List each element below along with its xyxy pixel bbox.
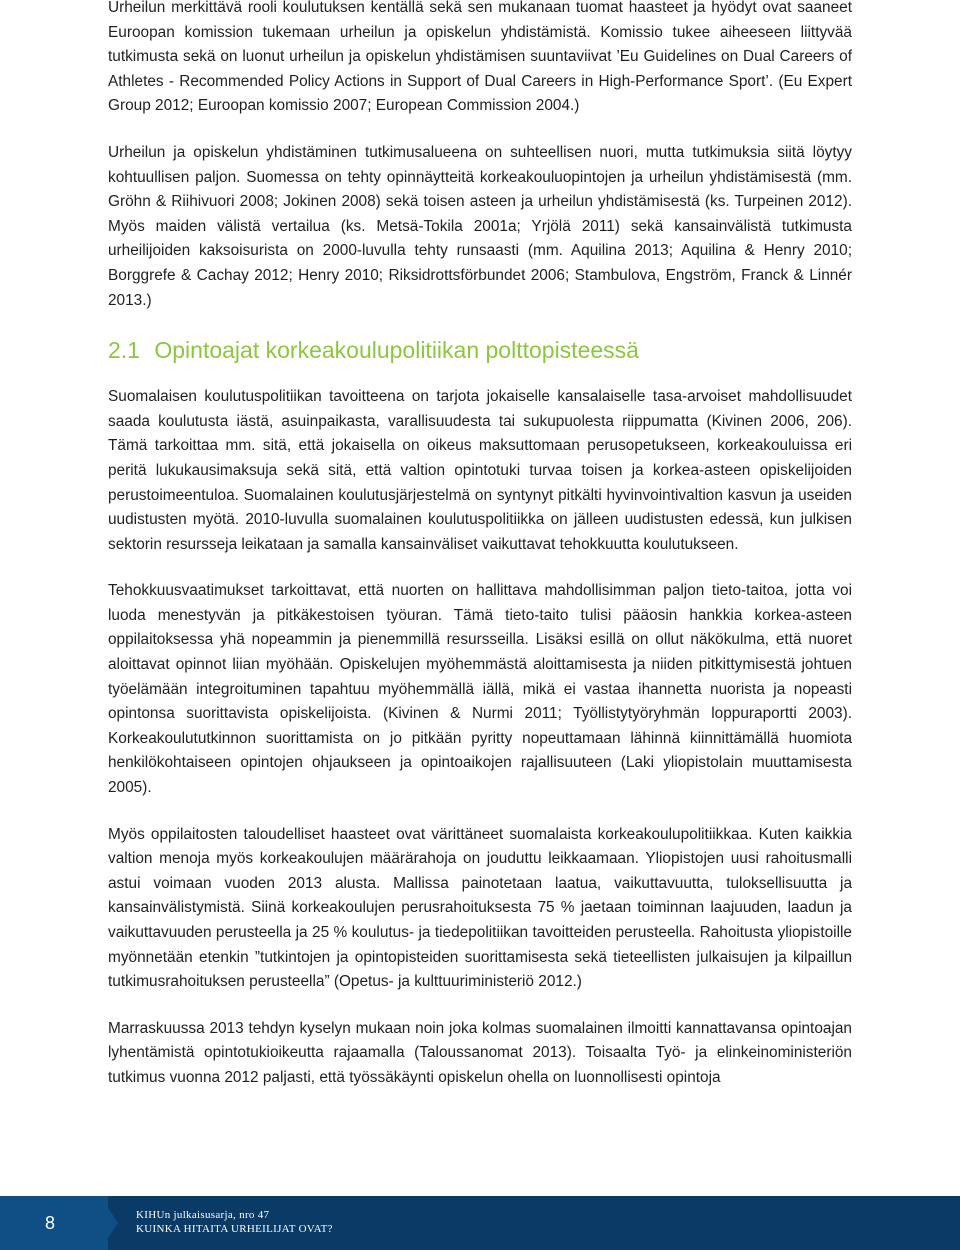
paragraph-intro: Urheilun merkittävä rooli koulutuksen kentällä sekä sen mukanaan tuomat haasteet ja hyödyt ovat saaneet Euroopan komission tukemaan urheilun ja opiskelun yhdistämistä. Komissio tukee aiheeseen liittyvää tutkimusta sekä on luonut urheilun ja opiskelun yhdistämisen suuntaviivat ’Eu Guidelines on Dual Careers of Athletes - Recommended Policy Actions in Support of Dual Careers in High-Performance Sport’. (Eu Expert Group 2012; Euroopan komissio 2007; European Commission 2004.) [108,0,852,115]
section-heading [108,335,852,365]
paragraph-funding: Myös oppilaitosten taloudelliset haasteet ovat värittäneet suomalaista korkeakoulupolitiikkaa. Kuten kaikkia valtion menoja myös korkeakoulujen määrärahoja on jouduttu leikkaamaan. Yliopistojen uusi rahoitusmalli astui voimaan vuoden 2013 alusta. Mallissa painotetaan laatua, vaikuttavuutta, tuloksellisuutta ja kansainvälistymistä. Siinä korkeakoulujen perusrahoituksesta 75 % jaetaan toiminnan laajuuden, laadun ja vaikuttavuuden perusteella ja 25 % koulutus- ja tiedepolitiikan tavoitteiden perusteella. Rahoitusta yliopistoille myönnetään etenkin ”tutkintojen ja opintopisteiden suorittamisesta sekä tieteellisten julkaisujen ja kilpaillun tutkimusrahoituksen perusteella” (Opetus- ja kulttuuriministeriö 2012.) [108,825,852,991]
footer-series: KIHUn julkaisusarja, nro 47 [136,1209,270,1221]
page-number: 8 [44,1213,55,1233]
paragraph-spacer [108,119,852,141]
paragraph-spacer [108,801,852,823]
footer-publication-info [136,1208,333,1236]
chevron-right-icon [100,1196,118,1250]
paragraph-policy: Suomalaisen koulutuspolitiikan tavoitteena on tarjota jokaiselle kansalaiselle tasa-arvoiset mahdollisuudet saada koulutusta iästä, asuinpaikasta, varallisuudesta tai sukupuolesta riippumatta (Kivinen 2006, 206). Tämä tarkoittaa mm. sitä, että jokaisella on oikeus maksuttomaan perusopetukseen, korkeakouluissa eri peritä lukukausimaksuja sekä sitä, että valtion opintotuki turvaa toisen ja korkea-asteen opiskelijoiden perustoimeentuloa. Suomalainen koulutusjärjestelmä on syntynyt pitkälti hyvinvointivaltion kasvun ja useiden uudistusten myötä. 2010-luvulla suomalainen koulutuspolitiikka on jälleen uudistusten edessä, kun julkisen sektorin resursseja leikataan ja samalla kansainväliset vaikuttavat tehokkuutta koulutukseen. [108,388,852,553]
paragraph-spacer [108,995,852,1017]
section-title: Opintoajat korkeakoulupolitiikan polttopisteessä [154,337,639,364]
paragraph-spacer [108,557,852,579]
footer-title: KUINKA HITAITA URHEILIJAT OVAT? [136,1223,333,1235]
section-number: 2.1 [108,337,140,364]
paragraph-survey: Marraskuussa 2013 tehdyn kyselyn mukaan noin joka kolmas suomalainen ilmoitti kannattavansa opintoajan lyhentämistä opintotukioikeutta rajaamalla (Taloussanomat 2013). Toisaalta Työ- ja elinkeinoministeriön tutkimus vuonna 2012 paljasti, että työssäkäynti opiskelun ohella on luonnollisesti opintoja [108,1019,852,1086]
paragraph-efficiency: Tehokkuusvaatimukset tarkoittavat, että nuorten on hallittava mahdollisimman paljon tieto-taitoa, jotta voi luoda menestyvän ja pitkäkestoisen työuran. Tämä tieto-taito tulisi pääosin hankkia korkea-asteen oppilaitoksessa yhä nopeammin ja pienemmillä resursseilla. Lisäksi esillä on ollut näkökulma, että nuoret aloittavat opinnot liian myöhään. Opiskelujen myöhemmästä aloittamisesta ja niiden pitkittymisestä johtuen työelämään integroituminen tapahtuu myöhemmällä iällä, mikä ei vastaa ihannetta nuorista ja nopeasti opintonsa suorittavista opiskelijoista. (Kivinen & Nurmi 2011; Työllistytyöryhmän loppuraportti 2003). Korkeakoulututkinnon suorittamista on jo pitkään pyritty nopeuttamaan lähinnä kiinnittämällä huomiota henkilökohtaiseen opintojen ohjaukseen ja opintoaikojen rajallisuuteen (Laki yliopistolain muuttamisesta 2005). [108,582,852,797]
document-page [108,0,852,1091]
page-number-box [0,1196,108,1250]
page-footer [0,1196,960,1250]
paragraph-research: Urheilun ja opiskelun yhdistäminen tutkimusalueena on suhteellisen nuori, mutta tutkimuksia siitä löytyy kohtuullisen paljon. Suomessa on tehty opinnäytteitä korkeakouluopintojen ja urheilun yhdistämisestä (mm. Gröhn & Riihivuori 2008; Jokinen 2008) sekä toisen asteen ja urheilun yhdistämisestä (ks. Turpeinen 2012). Myös maiden välistä vertailua (ks. Metsä-Tokila 2001a; Yrjölä 2011) sekä kansainvälistä tutkimusta urheilijoiden kaksoisurista on 2000-luvulla tehty runsaasti (mm. Aquilina 2013; Aquilina & Henry 2010; Borggrefe & Cachay 2012; Henry 2010; Riksidrottsförbundet 2006; Stambulova, Engström, Franck & Linnér 2013.) [108,143,852,309]
